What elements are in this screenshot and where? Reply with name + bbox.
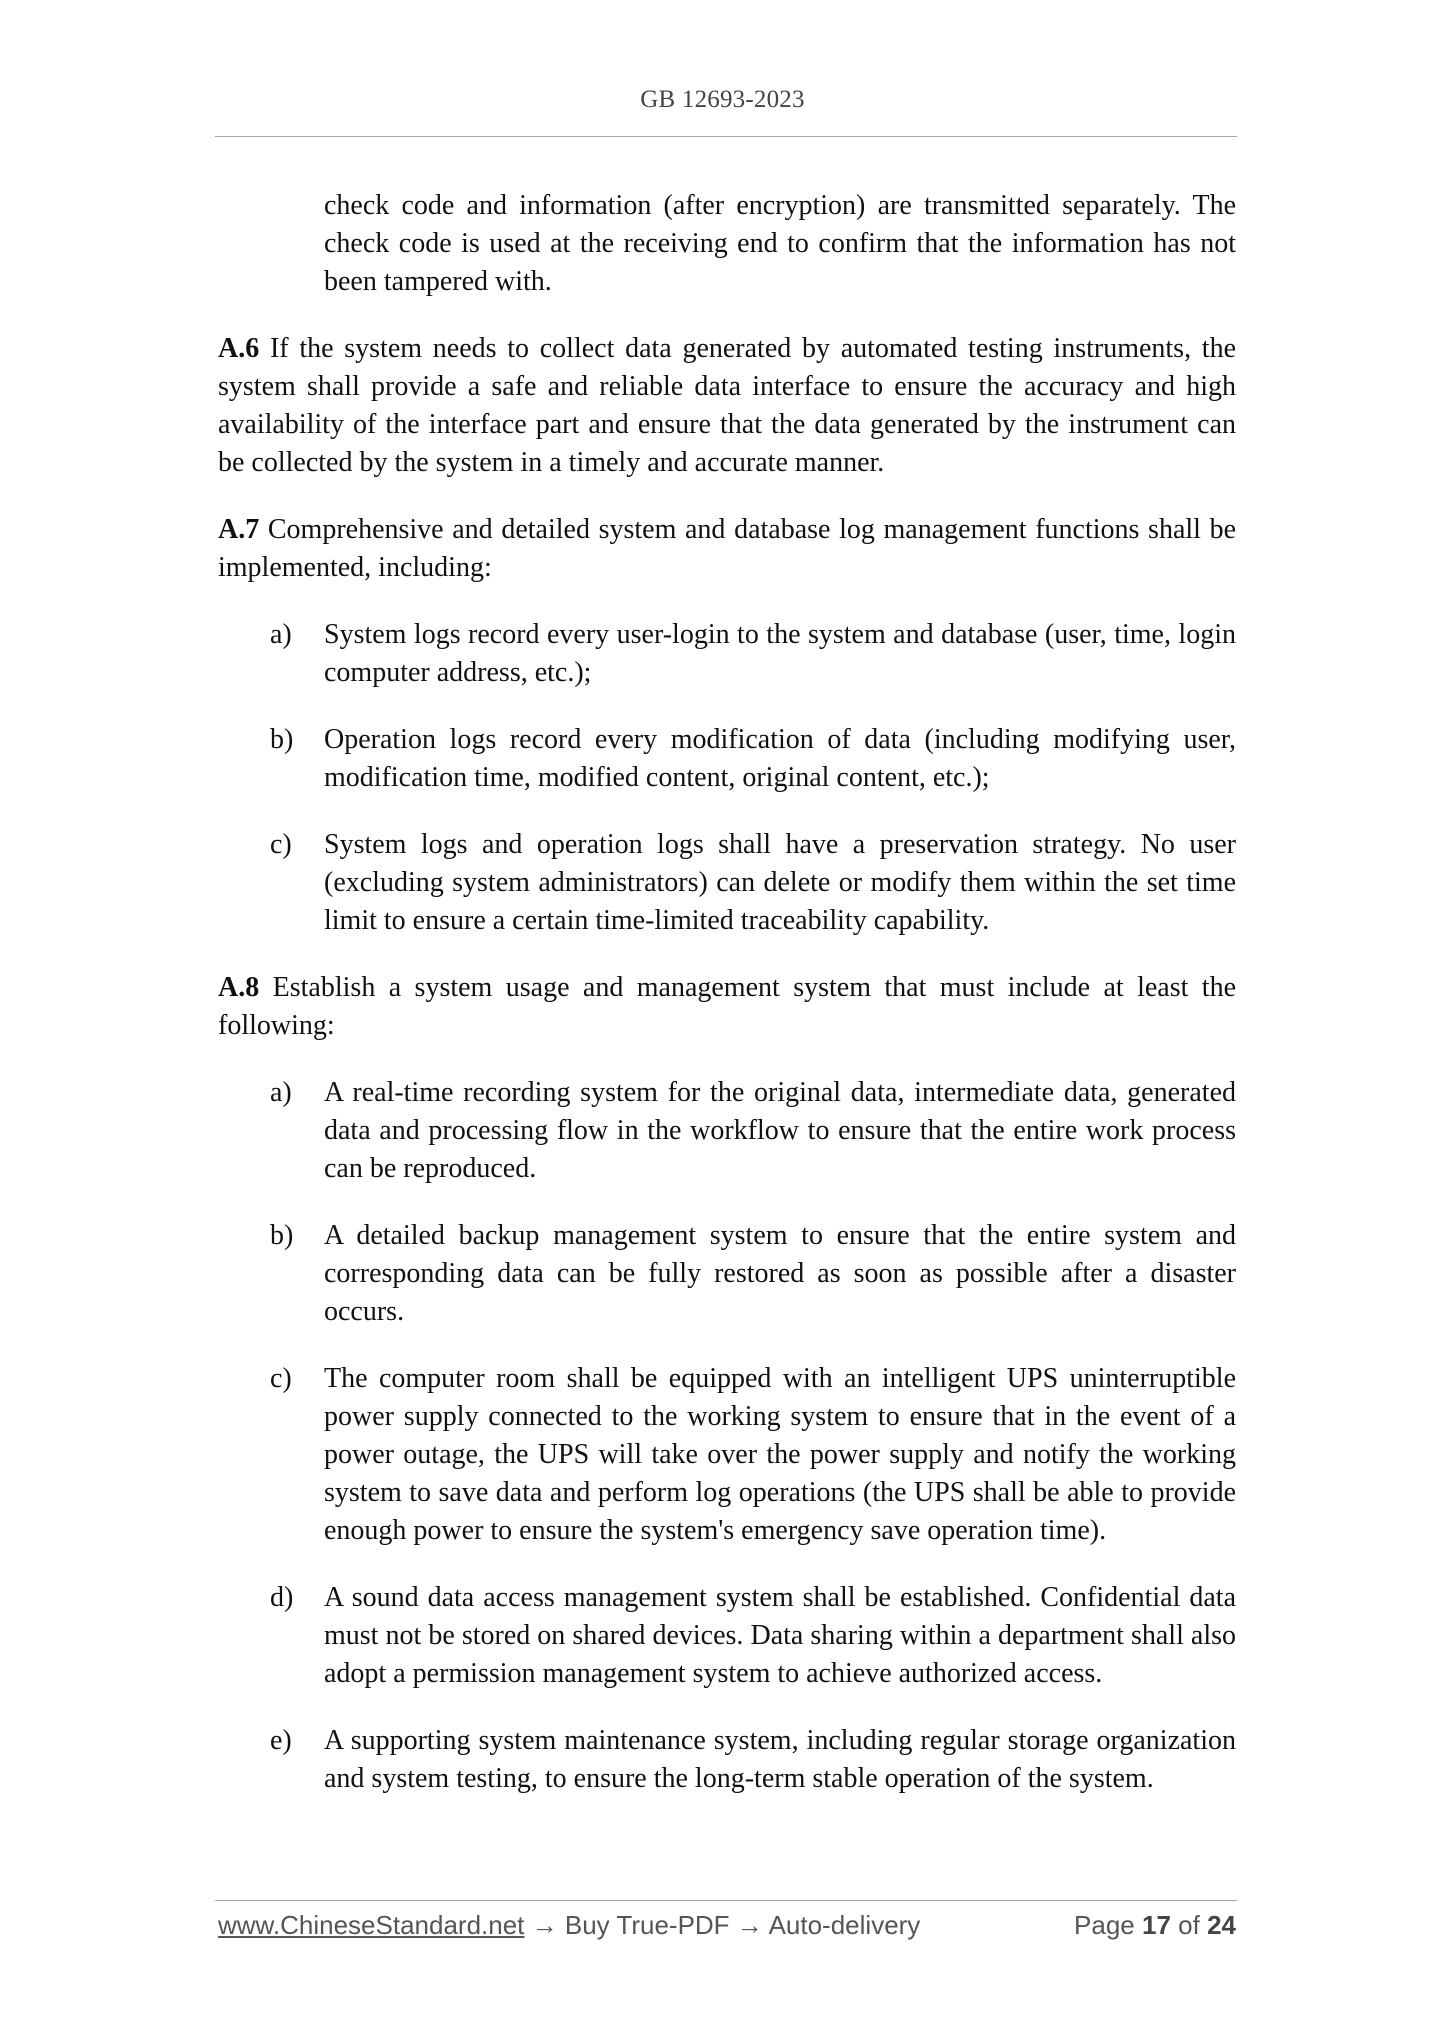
section-a6 bbox=[218, 330, 1236, 482]
section-number: A.8 bbox=[218, 972, 260, 1003]
section-number: A.6 bbox=[218, 333, 260, 364]
list-marker: a) bbox=[270, 619, 292, 650]
list-item bbox=[218, 616, 1236, 692]
list-item-text: A detailed backup management system to ensure that the entire system and corresponding data can be fully restored as soon as possible after a disaster occurs. bbox=[324, 1220, 1236, 1327]
list-item bbox=[218, 826, 1236, 940]
total-pages: 24 bbox=[1207, 1910, 1236, 1940]
list-item-text: System logs and operation logs shall have a preservation strategy. No user (excluding system administrators) can delete or modify them within the set time limit to ensure a certain time-limited traceability capability. bbox=[324, 829, 1236, 936]
section-a7 bbox=[218, 511, 1236, 587]
footer-left bbox=[218, 1910, 920, 1941]
list-item-text: A real-time recording system for the original data, intermediate data, generated data and processing flow in the workflow to ensure that the entire work process can be reproduced. bbox=[324, 1077, 1236, 1184]
list-item bbox=[218, 1360, 1236, 1550]
list-marker: c) bbox=[270, 1363, 292, 1394]
list-item bbox=[218, 1722, 1236, 1798]
section-text: If the system needs to collect data generated by automated testing instruments, the system shall provide a safe and reliable data interface to ensure the accuracy and high availability of the interface part and ensure that the data generated by the instrument can be collected by the system in a timely and accurate manner. bbox=[218, 333, 1237, 478]
section-number: A.7 bbox=[218, 514, 260, 545]
page-content bbox=[218, 187, 1236, 1798]
list-item-text: A sound data access management system shall be established. Confidential data must not be stored on shared devices. Data sharing within a department shall also adopt a permission management system to achieve authorized access. bbox=[324, 1582, 1236, 1689]
section-text: Establish a system usage and management system that must include at least the following: bbox=[218, 972, 1237, 1041]
continued-paragraph: check code and information (after encryption) are transmitted separately. The check code is used at the receiving end to confirm that the information has not been tampered with. bbox=[324, 190, 1236, 297]
list-marker: e) bbox=[270, 1725, 292, 1756]
list-item-text: System logs record every user-login to the system and database (user, time, login computer address, etc.); bbox=[324, 619, 1236, 688]
footer-divider bbox=[215, 1900, 1237, 1901]
list-item-text: A supporting system maintenance system, including regular storage organization and system testing, to ensure the long-term stable operation of the system. bbox=[324, 1725, 1236, 1794]
list-marker: b) bbox=[270, 1220, 294, 1251]
list-item-text: Operation logs record every modification of data (including modifying user, modification time, modified content, original content, etc.); bbox=[324, 724, 1236, 793]
list-item bbox=[218, 1074, 1236, 1188]
list-marker: a) bbox=[270, 1077, 292, 1108]
header-divider bbox=[215, 136, 1237, 137]
section-a8 bbox=[218, 969, 1236, 1045]
of-label: of bbox=[1178, 1910, 1200, 1940]
page-indicator bbox=[1074, 1910, 1236, 1941]
site-link[interactable]: www.ChineseStandard.net bbox=[218, 1910, 525, 1940]
list-item bbox=[218, 721, 1236, 797]
list-marker: c) bbox=[270, 829, 292, 860]
list-marker: d) bbox=[270, 1582, 294, 1613]
list-item bbox=[218, 1579, 1236, 1693]
purchase-note: → Buy True-PDF → Auto-delivery bbox=[524, 1910, 921, 1940]
current-page: 17 bbox=[1142, 1910, 1171, 1940]
list-marker: b) bbox=[270, 724, 294, 755]
list-item bbox=[218, 1217, 1236, 1331]
page-label: Page bbox=[1074, 1910, 1135, 1940]
section-text: Comprehensive and detailed system and database log management functions shall be implemented, including: bbox=[218, 514, 1236, 583]
document-id-header: GB 12693-2023 bbox=[640, 86, 805, 113]
page-footer bbox=[218, 1910, 1236, 1950]
list-item-text: The computer room shall be equipped with an intelligent UPS uninterruptible power supply connected to the working system to ensure that in the event of a power outage, the UPS will take over the power supply and notify the working system to save data and perform log operations (the UPS shall be able to provide enough power to ensure the system's emergency save operation time). bbox=[324, 1363, 1236, 1546]
